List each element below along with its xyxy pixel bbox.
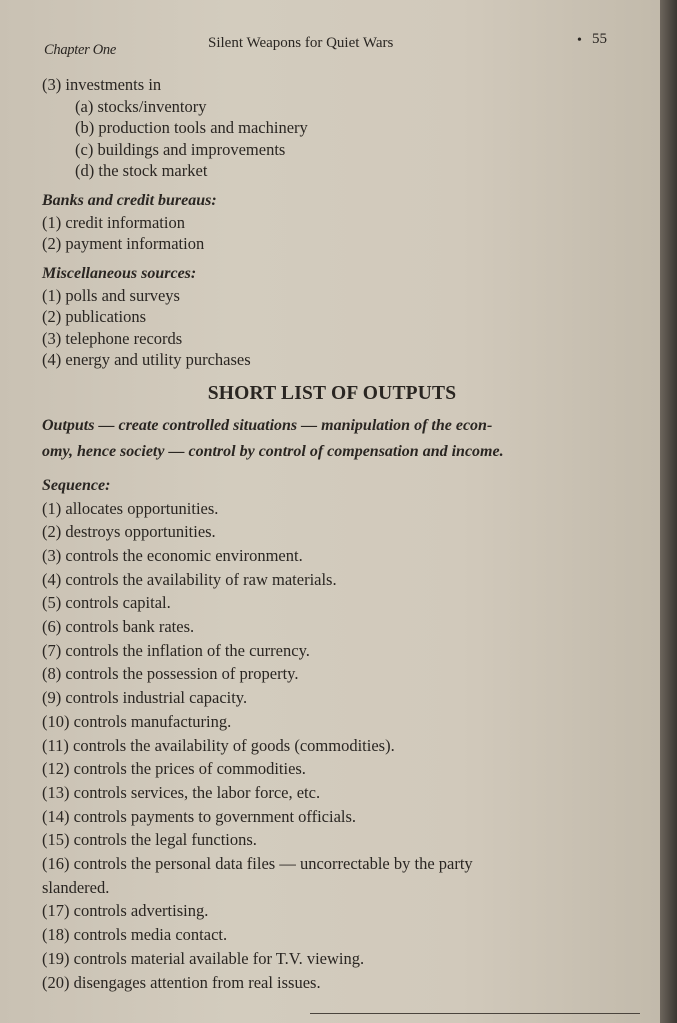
banks-section <box>42 190 622 255</box>
list-item: (17) controls advertising. <box>42 901 209 921</box>
footer-rule <box>310 1013 640 1014</box>
investments-section <box>42 74 622 182</box>
running-title: Silent Weapons for Quiet Wars <box>208 35 394 51</box>
sequence-list <box>42 497 622 995</box>
list-item: (19) controls material available for T.V. viewing. <box>42 948 365 968</box>
page-body <box>42 74 622 994</box>
list-item: (13) controls services, the labor force, etc. <box>42 782 321 802</box>
list-item: (4) energy and utility purchases <box>42 350 251 369</box>
list-item: (2) destroys opportunities. <box>42 522 216 542</box>
misc-section <box>42 263 622 371</box>
outputs-section <box>42 381 622 995</box>
list-item: (2) publications <box>42 307 147 326</box>
list-item: (1) credit information <box>42 212 185 232</box>
list-item: (3) controls the economic environment. <box>42 545 303 565</box>
page-number: 55 <box>592 31 607 47</box>
list-item: (1) polls and surveys <box>42 285 180 305</box>
sequence-label: Sequence: <box>42 476 111 494</box>
chapter-label: Chapter One <box>44 42 117 58</box>
list-item: (3) telephone records <box>42 328 183 348</box>
list-item: (18) controls media contact. <box>42 925 228 945</box>
list-item: (b) production tools and machinery <box>75 118 308 137</box>
outputs-intro-line: Outputs — create controlled situations — manipulation of the econ- <box>42 416 493 434</box>
page-edge-shadow <box>660 0 677 1023</box>
list-item: (16) controls the personal data files — uncorrectable by the party <box>42 854 473 874</box>
list-item: (12) controls the prices of commodities. <box>42 759 306 779</box>
running-header <box>44 30 624 56</box>
section-heading: SHORT LIST OF OUTPUTS <box>207 382 457 404</box>
list-item: (15) controls the legal functions. <box>42 830 257 850</box>
list-item: (1) allocates opportunities. <box>42 498 219 518</box>
list-item: (4) controls the availability of raw materials. <box>42 569 337 589</box>
investments-label: (3) investments in <box>42 75 162 94</box>
list-item: (9) controls industrial capacity. <box>42 688 248 708</box>
list-item: (11) controls the availability of goods (commodities). <box>42 735 395 755</box>
list-item: (d) the stock market <box>75 161 208 180</box>
bullet-dot: • <box>577 33 582 48</box>
list-item: (2) payment information <box>42 234 205 253</box>
list-item: (7) controls the inflation of the currency. <box>42 640 310 660</box>
list-item: (a) stocks/inventory <box>75 96 207 116</box>
list-item: (c) buildings and improvements <box>75 139 286 159</box>
section-subheading: Banks and credit bureaus: <box>42 191 217 209</box>
section-subheading: Miscellaneous sources: <box>42 264 197 282</box>
list-item: (6) controls bank rates. <box>42 617 195 637</box>
outputs-intro-line: omy, hence society — control by control of compensation and income. <box>42 442 504 460</box>
list-item: (10) controls manufacturing. <box>42 711 232 731</box>
list-item: (5) controls capital. <box>42 593 171 613</box>
list-item: (14) controls payments to government officials. <box>42 806 357 826</box>
list-item-continuation: slandered. <box>42 877 110 897</box>
list-item: (8) controls the possession of property. <box>42 664 299 684</box>
list-item: (20) disengages attention from real issues. <box>42 972 321 992</box>
